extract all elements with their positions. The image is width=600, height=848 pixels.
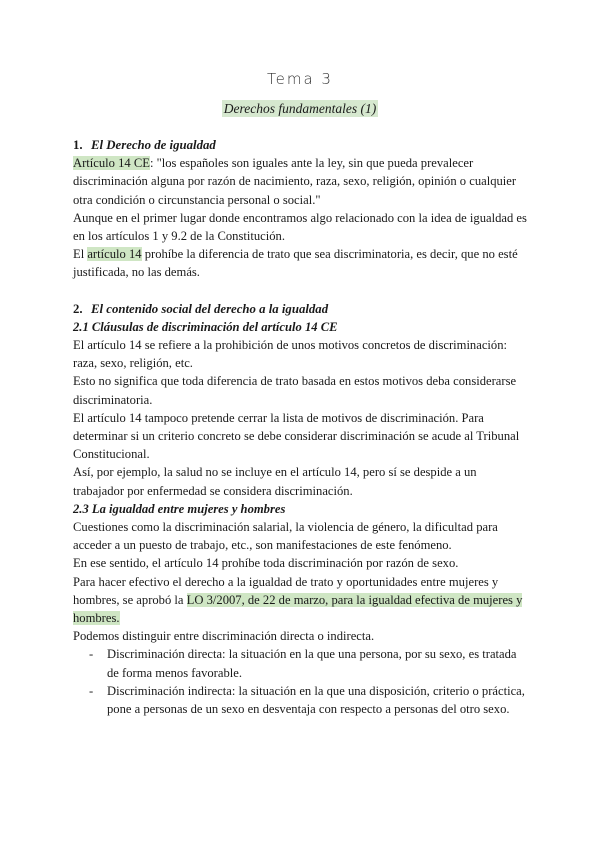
list-item: - Discriminación directa: la situación en la que una persona, por su sexo, es tratada de forma menos favorable. (89, 645, 528, 681)
paragraph: Esto no significa que toda diferencia de trato basada en estos motivos deba considerarse discriminatoria. (73, 374, 517, 407)
paragraph: El artículo 14 tampoco pretende cerrar la lista de motivos de discriminación. Para determinar si un criterio concreto se debe considerar discriminación se acude al Tribunal Constitucional. (73, 410, 520, 462)
section-1-heading (73, 136, 528, 154)
subsection-2-1-heading: 2.1 Cláusulas de discriminación del artículo 14 CE (73, 319, 338, 334)
page-subtitle (0, 100, 600, 118)
paragraph (73, 245, 528, 281)
highlight-article-14: artículo 14 (87, 247, 142, 262)
highlight-article-label: Artículo 14 CE (73, 156, 150, 171)
list-item: - Discriminación indirecta: la situación en la que una disposición, criterio o práctica, pone a personas de un sexo en desventaja con respecto a personas del otro sexo. (89, 682, 528, 718)
quote-text: : "los españoles son iguales ante la ley, sin que pueda prevalecer discriminación alguna por razón de nacimiento, raza, sexo, religión, opinión o cualquier otra condición o circunstancia personal o social." (73, 156, 517, 207)
subsection-2-3-heading: 2.3 La igualdad entre mujeres y hombres (73, 501, 286, 516)
section-2-heading (73, 300, 528, 318)
paragraph: Así, por ejemplo, la salud no se incluye en el artículo 14, pero sí se despide a un trabajador por enfermedad se considera discriminación. (73, 465, 477, 498)
section-1-number: 1. (73, 138, 83, 152)
page-title: Tema 3 (267, 70, 333, 88)
subtitle-text: Derechos fundamentales (1) (223, 101, 377, 116)
paragraph: El artículo 14 se refiere a la prohibición de unos motivos concretos de discriminación: raza, sexo, religión, etc. (73, 338, 508, 371)
text: El (73, 247, 88, 262)
paragraph: Cuestiones como la discriminación salarial, la violencia de género, la dificultad para acceder a un puesto de trabajo, etc., son manifestaciones de este fenómeno. (73, 520, 498, 553)
section-2-title: El contenido social del derecho a la igualdad (91, 301, 329, 316)
section-1-title: El Derecho de igualdad (91, 138, 216, 152)
text: prohíbe la diferencia de trato que sea discriminatoria, es decir, que no esté justificada, no las demás. (73, 247, 518, 280)
highlight-lo-3-2007: LO 3/2007, de 22 de marzo, para la igualdad efectiva de mujeres y hombres. (73, 592, 523, 626)
spacer (73, 282, 528, 298)
text: Para hacer efectivo el derecho a la igualdad de trato y oportunidades entre mujeres y hombres, se aprobó la (73, 574, 499, 607)
document-body (73, 134, 528, 718)
article-14-quote (73, 154, 528, 209)
paragraph (73, 573, 528, 628)
paragraph: Aunque en el primer lugar donde encontramos algo relacionado con la idea de igualdad es en los artículos 1 y 9.2 de la Constitución. (73, 210, 527, 244)
discrimination-list (73, 645, 528, 718)
section-2-number: 2. (73, 301, 83, 316)
paragraph: Podemos distinguir entre discriminación directa o indirecta. (73, 629, 375, 644)
paragraph: En ese sentido, el artículo 14 prohíbe toda discriminación por razón de sexo. (73, 556, 459, 571)
